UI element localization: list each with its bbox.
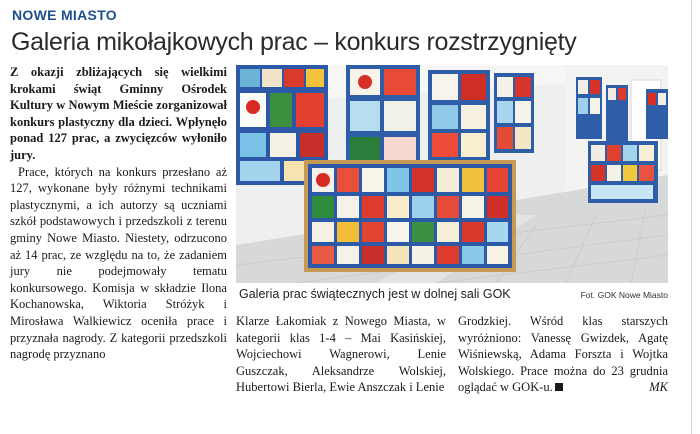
end-mark-icon: [555, 383, 563, 391]
page-edge-rule: [691, 0, 692, 434]
body-paragraph-right: Grodzkiej. Wśród klas starszych wyróżniono: Vanessę Gwizdek, Agatę Wiśniewską, Adama Forszta i Wojtka Wolskiego. Prace można do 23 grudnia oglądać w GOK-u.: [458, 314, 668, 395]
right-column: [458, 313, 668, 396]
gallery-photo-illustration: [236, 65, 668, 283]
lead-paragraph: Z okazji zbliżających się wielkimi krokami świąt Gminny Ośrodek Kultury w Nowym Mieście zorganizował konkurs plastyczny dla dzieci. Wpłynęło ponad 127 prac, a zwycięzców wyłoniło jury.: [10, 65, 227, 162]
body-paragraph-right-wrapper: [458, 313, 668, 396]
photo-caption: [236, 287, 668, 303]
caption-text: Galeria prac świątecznych jest w dolnej sali GOK: [239, 287, 511, 301]
body-paragraph-middle: Klarze Łakomiak z Nowego Miasta, w kategorii klas 1-4 – Mai Kasińskiej, Wojciechowi Wagnerowi, Lenie Guszczak, Aleksandrze Wolskiej, Hubertowi Bierla, Ewie Anszczak i Lenie: [236, 314, 446, 395]
photo-credit: Fot. GOK Nowe Miasto: [580, 290, 668, 300]
headline: Galeria mikołajkowych prac – konkurs rozstrzygnięty: [11, 28, 577, 56]
section-label: NOWE MIASTO: [12, 7, 117, 23]
body-paragraph-left: Prace, których na konkurs przesłano aż 127, wykonane były różnymi technikami plastycznymi, a ich autorzy są uczniami szkół podstawowych i przedszkoli z terenu gminy Nowe Miasto. Niestety, odrzucono aż 14 prac, ze względu na to, że zadaniem jury nie podejmowały tematu konkursowego. Komisja w składzie Ilona Kochanowska, Wiktoria Stróżyk i Mirosława Walkiewicz oceniła prace i przyznała nagrody. Z kategorii przedszkoli nagrodę przyznano: [10, 164, 227, 362]
left-column: [10, 64, 227, 363]
author-initials: MK: [649, 380, 668, 395]
article-photo: [236, 65, 668, 283]
middle-column: [236, 313, 446, 396]
